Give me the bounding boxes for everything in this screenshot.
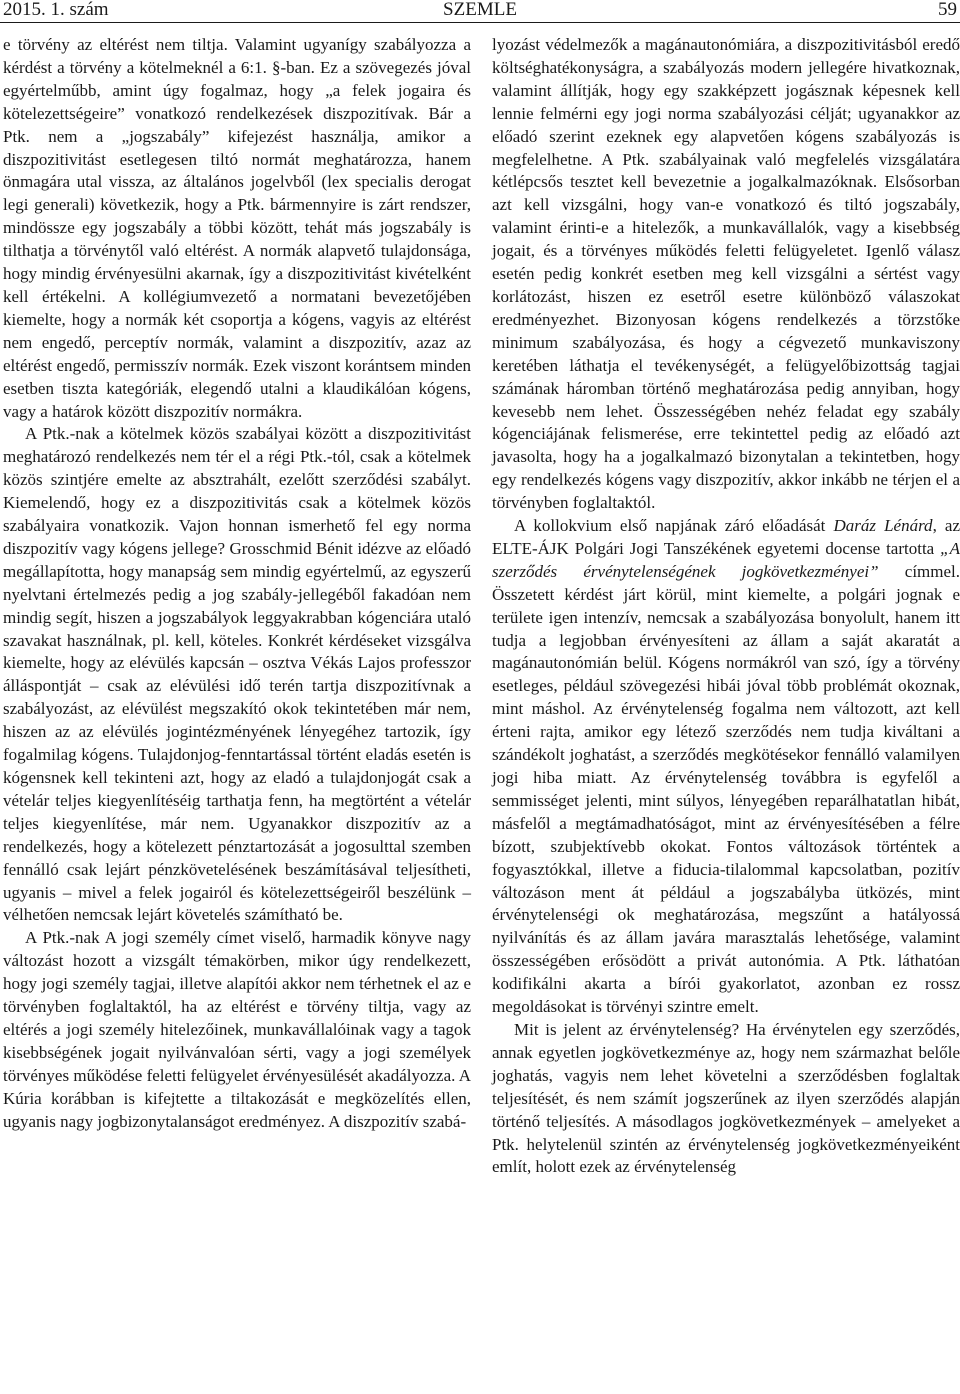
- lecture-title: „A szerződés érvénytelenségének jogkövetkezményei”: [492, 538, 960, 581]
- left-column: [3, 34, 471, 1134]
- right-column: [492, 34, 960, 1179]
- right-paragraph-3: Mit is jelent az érvénytelenség? Ha érvénytelen egy szerződés, annak egyetlen jogkövetkezménye az, hogy nem származhat belőle joghatás, vagyis nem lehet követelni a szerződésben foglaltak teljesítését, és nem számít jogszerűnek az ilyen szerződés alapján történő teljesítés. A másodlagos jogkövetkezmények – amelyeket a Ptk. helytelenül szintén az érvénytelenség jogkövetkezményeiként említ, holott ezek az érvénytelenség: [492, 1019, 960, 1177]
- paragraph-text: , az ELTE-ÁJK Polgári Jogi Tanszékének egyetemi docense tartotta: [492, 516, 960, 558]
- right-paragraph-1: lyozást védelmezők a magánautonómiára, a diszpozitivitásból eredő költséghatékonyságra, a szabályozás modern jellegére hivatkoznak, valamint állítják, hogy egy szakképzett jogásznak képesnek kell lennie felmérni egy jogi norma szabályozási célját; ugyanakkor az előadó szerint ezeknek egy alapvetően kógens szabályozás is megfelelhetne. A Ptk. szabályainak való megfelelés vizsgálatára kétlépcsős tesztet kell bevezetnie a jogalkalmazóknak. Elsősorban azt kell vizsgálni, hogy van-e vonatkozó és tiltó jogszabály, valamint érinti-e a hitelezők, a munkavállalók, vagy a kisebbség jogait, és a törvényes működés feletti felügyeletet. Igenlő válasz esetén pedig konkrét esetben meg kell vizsgálni a sértést vagy korlátozást, hiszen ez esetről esetre különböző válaszokat eredményezhet. Bizonyosan kógens rendelkezés a törzstőke minimum szabályozása, és hogy a cégvezető munkaviszony keretében láthatja el tevékenységét, a felügyelőbizottság tagjai számának háromban történő meghatározása pedig annyiban, hogy kevesebb nem lehet. Összességében nehéz feladat egy szabály kógenciájának felismerése, erre tekintettel pedig az előadó azt javasolta, hogy ha a jogalkalmazó bizonytalan a tekintetben, hogy egy rendelkezés kógens vagy diszpozitív, akkor inkább ne térjen el a törvényben foglaltaktól.: [492, 35, 960, 513]
- running-header: [0, 0, 960, 22]
- journal-title: SZEMLE: [443, 0, 517, 20]
- issue-label: 2015. 1. szám: [3, 0, 109, 20]
- right-paragraph-2: [492, 515, 960, 1019]
- left-paragraph-1: e törvény az eltérést nem tiltja. Valamint ugyanígy szabályozza a kérdést a törvény a kötelmeknél a 6:1. §-ban. Ez a szövegezés jóval egyértelműbb, amint úgy fogalmaz, hogy „a felek jogaira és kötelezettségeire” vonatkozó rendelkezések diszpozitívak. Bár a Ptk. nem a „jogszabály” kifejezést használja, amikor a diszpozitivitást esetlegesen tiltó normát meghatározza, hanem önmagára utal vissza, az általános jogelvből (lex specialis derogat legi generali) következik, hogy a Ptk. bármennyire is zárt rendszer, mindössze egy jogszabály a többi között, tehát más jogszabály is tilthatja a törvénytől való eltérést. A normák alapvető tulajdonsága, hogy mindig érvényesülni akarnak, így a diszpozitivitást kivételként kell értékelni. A kollégiumvezető a normatani bevezetőjében kiemelte, hogy a normák két csoportja a kógens, vagyis az eltérést nem engedő, perceptív normák, valamint a diszpozitív, azaz az eltérést engedő, permisszív normák. Ezek viszont korántsem minden esetben tiszta kategóriák, elegendő utalni a klaudikálóan kógens, vagy a határok között diszpozitív normákra.: [3, 35, 471, 421]
- header-rule: [0, 22, 960, 23]
- page-number: 59: [938, 0, 957, 20]
- paragraph-text: A kollokvium első napjának záró előadását: [514, 516, 834, 536]
- speaker-name: Daráz Lénárd: [833, 516, 933, 536]
- left-paragraph-3: A Ptk.-nak A jogi személy címet viselő, harmadik könyve nagy változást hozott a vizsgált témakörben, mikor úgy rendelkezett, hogy jogi személy tagjai, illetve alapítói akkor nem térhetnek el az e törvényben foglaltaktól, ha az eltérést e törvény tiltja, vagy az eltérés a jogi személy hitelezőinek, munkavállalóinak vagy a tagok kisebbségének jogait nyilvánvalóan sérti, vagy a jogi személyek törvényes működése feletti felügyelet érvényesülését akadályozza. A Kúria korábban is kifejtette a tiltakozását e megközelítés ellen, ugyanis nagy jogbizonytalanságot eredményez. A diszpozitív szabá-: [3, 928, 471, 1131]
- left-paragraph-2: A Ptk.-nak a kötelmek közös szabályai között a diszpozitivitást meghatározó rendelkezés nem tér el a régi Ptk.-tól, csak a kötelmek közös szintjére emelte az absztrahált, ezelőtt szerződési szabályt. Kiemelendő, hogy ez a diszpozitivitás csak a kötelmek közös szabályaira vonatkozik. Vajon honnan ismerhető fel egy norma diszpozitív vagy kógens jellege? Grosschmid Bénit idézve az előadó megállapította, hogy manapság sem mindig egyértelmű, az egyszerű nyelvtani értelmezés pedig a jog szabály-jellegéből fakadóan nem mindig segít, hiszen a jogszabályok leggyakrabban kógenciára utaló szavakat használnak, pl. kell, köteles. Konkrét kérdéseket vizsgálva kiemelte, hogy az elévülés kapcsán – osztva Vékás Lajos professzor álláspontját – csak az elévülési idő terén tartja diszpozitívnak a szabályozást, az elévülést megszakító okok tekintetében már nem, hiszen az az elévülés jogintézményének lényegéhez tartozik, így fogalmilag kógens. Tulajdonjog-fenntartással történt eladás esetén is kógensnek kell tekinteni azt, hogy az eladó a tulajdonjogát csak a vételár teljes kiegyenlítéséig tarthatja fenn, ha megtörtént a vételár teljes kiegyenlítése, már nem. Ugyanakkor diszpozitív az a rendelkezés, hogy a kötelezett pénztartozását a jogosulttal szemben fennálló csak lejárt pénzkövetelésének beszámításával teljesítheti, ugyanis – mivel a felek jogairól és kötelezettségeiről beszélünk – vélhetően nemcsak lejárt követelés számítható be.: [3, 424, 471, 925]
- paragraph-text: címmel. Összetett kérdést járt körül, mint kiemelte, a polgári jognak e területe igen intenzív, nemcsak a szabályozása bonyolult, hanem itt tudja a legjobban érvényesíteni az állam a saját akaratát a magánautonómián belül. Kógens normákról van szó, így a törvény esetleges, például szövegezési hibái jóval több problémát okoznak, mint máshol. Az érvénytelenség fogalma nem változott, azt kell érteni rajta, amikor egy létező szerződés nem tudja kiváltani a szándékolt joghatást, a szerződés megkötésekor fennálló valamilyen jogi hiba miatt. Az érvénytelenség továbbra is egyfelől a semmisséget jelenti, mint súlyos, lényegében reparálhatatlan hibát, másfelől a megtámadhatóságot, mint az érvényesítésében a félre bízott, szubjektívebb okokat. Fontos változások történtek a fogyasztókkal, illetve a fiducia-tilalommal kapcsolatban, pozitív változáson ment át például a jogszabályba ütközés, mint érvénytelenségi ok meghatározása, megszűnt a hatályossá nyilvánítás és az állam javára marasztalás lehetősége, valamint összességében erősödött a privát autonómia. A Ptk. láthatóan kodifikálni akarta a bírói gyakorlatot, azonban ez rossz megoldásokat is törvényi szintre emelt.: [492, 561, 960, 1017]
